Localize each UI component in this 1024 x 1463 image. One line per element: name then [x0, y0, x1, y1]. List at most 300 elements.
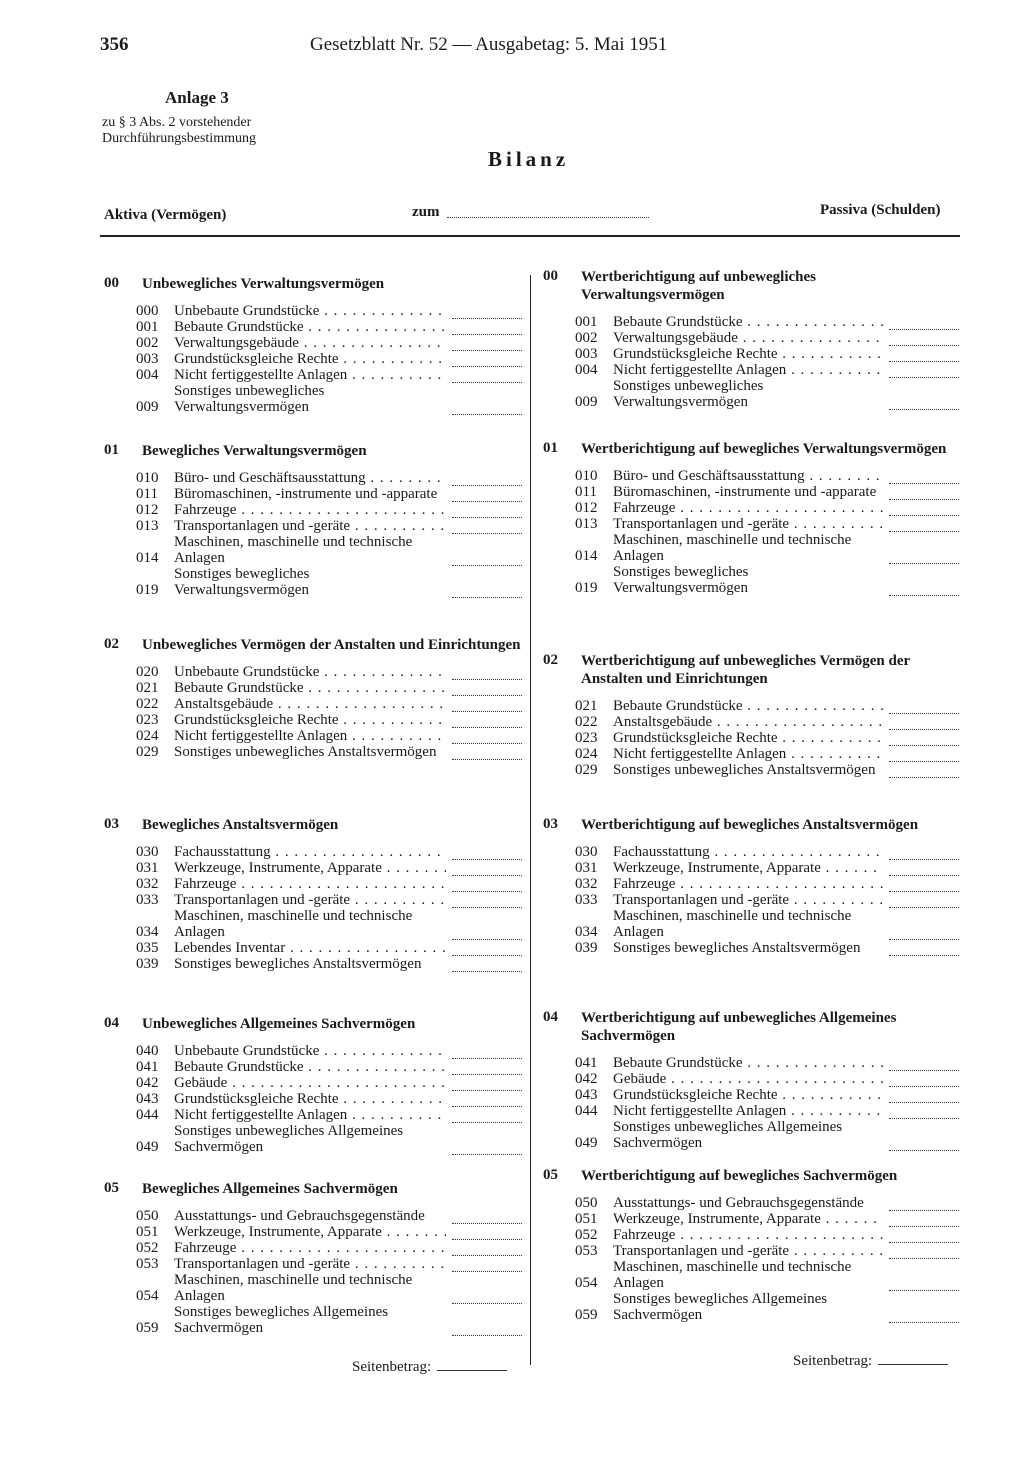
account-row	[575, 1291, 959, 1323]
account-row	[136, 518, 522, 534]
amount-blank	[452, 1112, 522, 1123]
section-code: 00	[104, 275, 119, 291]
account-row	[136, 1043, 522, 1059]
account-code: 050	[575, 1195, 598, 1211]
amount-blank	[889, 767, 959, 778]
account-label: Sonstiges unbewegliches Verwaltungsvermögen	[174, 383, 325, 415]
section-title: Bewegliches Allgemeines Sachvermögen	[142, 1181, 398, 1197]
amount-blank	[452, 340, 522, 351]
account-code: 032	[575, 876, 598, 892]
account-code: 029	[136, 744, 159, 760]
account-code: 034	[575, 924, 598, 940]
account-label: Nicht fertiggestellte Anlagen . . .	[613, 1103, 883, 1119]
account-label: Ausstattungs- und Gebrauchsgegenstände	[613, 1195, 864, 1211]
header-rule	[100, 235, 960, 237]
amount-blank	[452, 1064, 522, 1075]
amount-blank	[452, 733, 522, 744]
account-code: 049	[136, 1139, 159, 1155]
section-title: Bewegliches Verwaltungsvermögen	[142, 443, 367, 459]
account-label: Sonstiges bewegliches Allgemeines Sachvermögen	[613, 1291, 828, 1323]
account-row	[136, 664, 522, 680]
account-code: 051	[136, 1224, 159, 1240]
account-label: Grundstücksgleiche Rechte . . .	[174, 712, 446, 728]
amount-blank	[452, 1213, 522, 1224]
account-label: Transportanlagen und -geräte . . .	[174, 892, 446, 908]
amount-blank	[452, 1229, 522, 1240]
account-label: Maschinen, maschinelle und technische Anlagen	[613, 1259, 852, 1291]
amount-blank	[452, 324, 522, 335]
account-label: Ausstattungs- und Gebrauchsgegenstände	[174, 1208, 425, 1224]
account-label: Grundstücksgleiche Rechte . . .	[613, 730, 883, 746]
section-heading	[104, 275, 522, 293]
account-label: Sonstiges unbewegliches Anstaltsvermögen	[613, 762, 876, 778]
account-row	[575, 468, 959, 484]
section-title: Wertberichtigung auf unbewegliches Verwaltungsvermögen	[581, 269, 816, 303]
amount-blank	[889, 719, 959, 730]
section-code: 00	[543, 268, 558, 284]
account-code: 052	[136, 1240, 159, 1256]
account-row	[136, 1075, 522, 1091]
account-code: 003	[136, 351, 159, 367]
amount-blank	[889, 945, 959, 956]
running-title: Gesetzblatt Nr. 52 — Ausgabetag: 5. Mai 1951	[310, 34, 668, 55]
account-label: Bebaute Grundstücke . . .	[174, 319, 446, 335]
amount-blank	[452, 1325, 522, 1336]
account-label: Fachausstattung . . .	[174, 844, 446, 860]
seitenbetrag-left-label: Seitenbetrag:	[352, 1359, 432, 1375]
account-row	[575, 484, 959, 500]
amount-blank	[452, 865, 522, 876]
account-code: 042	[575, 1071, 598, 1087]
amount-blank	[889, 319, 959, 330]
account-row	[575, 314, 959, 330]
account-row	[575, 500, 959, 516]
account-code: 020	[136, 664, 159, 680]
account-label: Werkzeuge, Instrumente, Apparate . . .	[613, 1211, 883, 1227]
account-label: Fahrzeuge . . .	[613, 500, 883, 516]
amount-blank	[452, 1293, 522, 1304]
section-heading	[543, 816, 959, 834]
section-code: 04	[543, 1009, 558, 1025]
account-code: 023	[575, 730, 598, 746]
amount-blank	[452, 1048, 522, 1059]
account-code: 033	[136, 892, 159, 908]
account-code: 023	[136, 712, 159, 728]
account-label: Sonstiges bewegliches Anstaltsvermögen	[613, 940, 861, 956]
amount-blank	[452, 881, 522, 892]
account-label: Büro- und Geschäftsausstattung . . .	[613, 468, 883, 484]
section-heading	[543, 268, 959, 304]
amount-blank	[889, 865, 959, 876]
account-label: Sonstiges bewegliches Verwaltungsvermögen	[174, 566, 310, 598]
amount-blank	[452, 849, 522, 860]
account-row	[136, 696, 522, 712]
account-row	[136, 335, 522, 351]
amount-blank	[889, 521, 959, 532]
right-section-01	[543, 440, 959, 596]
account-row	[575, 516, 959, 532]
section-heading	[104, 1180, 522, 1198]
account-row	[575, 1071, 959, 1087]
account-row	[136, 1224, 522, 1240]
account-row	[136, 1304, 522, 1336]
account-row	[575, 1103, 959, 1119]
account-code: 029	[575, 762, 598, 778]
account-code: 051	[575, 1211, 598, 1227]
amount-blank	[889, 473, 959, 484]
account-code: 030	[136, 844, 159, 860]
account-label: Maschinen, maschinelle und technische Anlagen	[174, 1272, 413, 1304]
amount-blank	[452, 1096, 522, 1107]
account-code: 034	[136, 924, 159, 940]
account-label: Grundstücksgleiche Rechte . . .	[613, 346, 883, 362]
account-code: 001	[136, 319, 159, 335]
aktiva-label: Aktiva (Vermögen)	[104, 207, 227, 223]
amount-blank	[452, 1080, 522, 1091]
account-row	[136, 728, 522, 744]
amount-blank	[889, 1280, 959, 1291]
anlage-title: Anlage 3	[165, 88, 229, 107]
amount-blank	[452, 685, 522, 696]
section-heading	[104, 1015, 522, 1033]
account-label: Unbebaute Grundstücke . . .	[174, 1043, 446, 1059]
account-row	[136, 470, 522, 486]
amount-blank	[452, 308, 522, 319]
section-heading	[543, 440, 959, 458]
account-label: Bebaute Grundstücke . . .	[613, 698, 883, 714]
account-code: 004	[136, 367, 159, 383]
account-label: Transportanlagen und -geräte . . .	[174, 1256, 446, 1272]
account-row	[575, 762, 959, 778]
amount-blank	[889, 489, 959, 500]
account-code: 004	[575, 362, 598, 378]
account-code: 022	[136, 696, 159, 712]
account-label: Sonstiges bewegliches Verwaltungsvermögen	[613, 564, 749, 596]
section-title: Wertberichtigung auf bewegliches Anstaltsvermögen	[581, 817, 919, 833]
account-row	[575, 346, 959, 362]
amount-blank	[889, 849, 959, 860]
account-label: Unbebaute Grundstücke . . .	[174, 664, 446, 680]
account-label: Büro- und Geschäftsausstattung . . .	[174, 470, 446, 486]
right-section-00	[543, 268, 959, 410]
section-heading	[104, 816, 522, 834]
account-label: Transportanlagen und -geräte . . .	[613, 516, 883, 532]
zum-label: zum	[412, 204, 440, 220]
seitenbetrag-left-line	[437, 1370, 507, 1371]
account-label: Fahrzeuge . . .	[174, 1240, 446, 1256]
passiva-label: Passiva (Schulden)	[820, 202, 941, 218]
date-blank-line	[447, 217, 649, 218]
account-code: 012	[136, 502, 159, 518]
amount-blank	[452, 945, 522, 956]
account-label: Fahrzeuge . . .	[613, 1227, 883, 1243]
account-code: 003	[575, 346, 598, 362]
account-row	[136, 319, 522, 335]
account-label: Grundstücksgleiche Rechte . . .	[613, 1087, 883, 1103]
left-section-05	[104, 1180, 522, 1336]
account-label: Nicht fertiggestellte Anlagen . . .	[174, 728, 446, 744]
account-row	[136, 1256, 522, 1272]
account-code: 053	[136, 1256, 159, 1272]
account-label: Gebäude . . .	[174, 1075, 446, 1091]
bilanz-title: Bilanz	[488, 147, 570, 171]
account-code: 002	[575, 330, 598, 346]
amount-blank	[889, 1312, 959, 1323]
account-row	[136, 744, 522, 760]
account-code: 039	[136, 956, 159, 972]
right-section-02	[543, 652, 959, 778]
account-label: Bebaute Grundstücke . . .	[174, 680, 446, 696]
account-label: Unbebaute Grundstücke . . .	[174, 303, 446, 319]
account-code: 059	[575, 1307, 598, 1323]
section-heading	[543, 1009, 959, 1045]
left-section-02	[104, 636, 522, 760]
account-code: 019	[136, 582, 159, 598]
amount-blank	[889, 351, 959, 362]
account-code: 041	[575, 1055, 598, 1071]
left-section-01	[104, 442, 522, 598]
section-code: 01	[543, 440, 558, 456]
account-label: Nicht fertiggestellte Anlagen . . .	[174, 1107, 446, 1123]
account-label: Anstaltsgebäude . . .	[174, 696, 446, 712]
amount-blank	[452, 961, 522, 972]
account-code: 012	[575, 500, 598, 516]
account-code: 050	[136, 1208, 159, 1224]
amount-blank	[452, 507, 522, 518]
amount-blank	[889, 1232, 959, 1243]
account-row	[575, 1087, 959, 1103]
amount-blank	[452, 717, 522, 728]
seitenbetrag-right	[793, 1353, 948, 1370]
account-row	[136, 486, 522, 502]
account-row	[136, 383, 522, 415]
account-code: 042	[136, 1075, 159, 1091]
account-label: Bebaute Grundstücke . . .	[613, 314, 883, 330]
section-heading	[104, 442, 522, 460]
account-code: 021	[136, 680, 159, 696]
account-row	[575, 860, 959, 876]
amount-blank	[452, 356, 522, 367]
seitenbetrag-left	[352, 1359, 507, 1376]
account-row	[575, 362, 959, 378]
account-label: Grundstücksgleiche Rechte . . .	[174, 1091, 446, 1107]
section-title: Wertberichtigung auf bewegliches Sachvermögen	[581, 1168, 898, 1184]
section-code: 04	[104, 1015, 119, 1031]
amount-blank	[452, 669, 522, 680]
account-row	[136, 892, 522, 908]
account-row	[575, 844, 959, 860]
amount-blank	[889, 897, 959, 908]
account-code: 033	[575, 892, 598, 908]
account-row	[575, 892, 959, 908]
account-label: Nicht fertiggestellte Anlagen . . .	[613, 362, 883, 378]
account-row	[575, 698, 959, 714]
account-row	[575, 1259, 959, 1291]
section-title: Wertberichtigung auf unbewegliches Allgemeines Sachvermögen	[581, 1010, 897, 1044]
left-section-04	[104, 1015, 522, 1155]
account-row	[575, 532, 959, 564]
account-row	[136, 502, 522, 518]
amount-blank	[452, 929, 522, 940]
account-code: 044	[136, 1107, 159, 1123]
account-code: 021	[575, 698, 598, 714]
account-row	[136, 1059, 522, 1075]
amount-blank	[889, 1092, 959, 1103]
account-label: Sonstiges unbewegliches Verwaltungsvermögen	[613, 378, 764, 410]
account-code: 031	[575, 860, 598, 876]
amount-blank	[889, 505, 959, 516]
account-row	[136, 534, 522, 566]
section-title: Unbewegliches Verwaltungsvermögen	[142, 276, 385, 292]
account-row	[575, 1195, 959, 1211]
right-section-03	[543, 816, 959, 956]
account-label: Werkzeuge, Instrumente, Apparate . . .	[174, 860, 446, 876]
account-code: 040	[136, 1043, 159, 1059]
account-code: 010	[575, 468, 598, 484]
amount-blank	[452, 555, 522, 566]
account-row	[136, 860, 522, 876]
account-code: 011	[575, 484, 597, 500]
amount-blank	[452, 491, 522, 502]
account-label: Bebaute Grundstücke . . .	[613, 1055, 883, 1071]
section-code: 03	[104, 816, 119, 832]
account-code: 052	[575, 1227, 598, 1243]
account-label: Grundstücksgleiche Rechte . . .	[174, 351, 446, 367]
section-code: 02	[543, 652, 558, 668]
account-row	[136, 566, 522, 598]
amount-blank	[889, 881, 959, 892]
account-label: Verwaltungsgebäude . . .	[174, 335, 446, 351]
right-section-05	[543, 1167, 959, 1323]
account-label: Transportanlagen und -geräte . . .	[613, 892, 883, 908]
account-code: 024	[136, 728, 159, 744]
amount-blank	[452, 523, 522, 534]
account-row	[136, 1091, 522, 1107]
account-code: 014	[575, 548, 598, 564]
anlage-reference: zu § 3 Abs. 2 vorstehender Durchführungsbestimmung	[102, 115, 256, 146]
account-code: 014	[136, 550, 159, 566]
account-row	[136, 1107, 522, 1123]
account-code: 043	[575, 1087, 598, 1103]
account-row	[575, 330, 959, 346]
account-code: 001	[575, 314, 598, 330]
seitenbetrag-right-line	[878, 1364, 948, 1365]
account-label: Nicht fertiggestellte Anlagen . . .	[613, 746, 883, 762]
account-label: Maschinen, maschinelle und technische Anlagen	[174, 908, 413, 940]
account-label: Transportanlagen und -geräte . . .	[174, 518, 446, 534]
amount-blank	[889, 1248, 959, 1259]
account-row	[575, 1243, 959, 1259]
account-code: 011	[136, 486, 158, 502]
section-code: 02	[104, 636, 119, 652]
account-row	[136, 303, 522, 319]
account-row	[136, 940, 522, 956]
account-code: 054	[136, 1288, 159, 1304]
account-code: 031	[136, 860, 159, 876]
section-code: 03	[543, 816, 558, 832]
account-code: 024	[575, 746, 598, 762]
amount-blank	[889, 553, 959, 564]
account-row	[575, 1119, 959, 1151]
amount-blank	[452, 587, 522, 598]
account-label: Sonstiges unbewegliches Allgemeines Sachvermögen	[174, 1123, 404, 1155]
account-label: Fahrzeuge . . .	[174, 876, 446, 892]
account-row	[575, 1211, 959, 1227]
section-title: Unbewegliches Allgemeines Sachvermögen	[142, 1016, 416, 1032]
account-code: 030	[575, 844, 598, 860]
left-section-00	[104, 275, 522, 415]
column-divider	[530, 275, 531, 1365]
section-heading	[543, 652, 959, 688]
account-label: Verwaltungsgebäude . . .	[613, 330, 883, 346]
account-code: 013	[136, 518, 159, 534]
account-code: 032	[136, 876, 159, 892]
section-title: Wertberichtigung auf unbewegliches Vermögen der Anstalten und Einrichtungen	[581, 653, 910, 687]
section-heading	[104, 636, 522, 654]
account-label: Fachausstattung . . .	[613, 844, 883, 860]
account-label: Anstaltsgebäude . . .	[613, 714, 883, 730]
account-label: Maschinen, maschinelle und technische Anlagen	[174, 534, 413, 566]
account-row	[575, 564, 959, 596]
amount-blank	[889, 1216, 959, 1227]
account-code: 053	[575, 1243, 598, 1259]
account-row	[136, 351, 522, 367]
account-row	[575, 714, 959, 730]
account-code: 041	[136, 1059, 159, 1075]
amount-blank	[889, 585, 959, 596]
page-number: 356	[100, 34, 129, 55]
account-code: 022	[575, 714, 598, 730]
amount-blank	[889, 735, 959, 746]
account-row	[575, 876, 959, 892]
account-code: 010	[136, 470, 159, 486]
amount-blank	[452, 372, 522, 383]
account-label: Maschinen, maschinelle und technische Anlagen	[613, 908, 852, 940]
account-label: Werkzeuge, Instrumente, Apparate . . .	[174, 1224, 446, 1240]
account-code: 049	[575, 1135, 598, 1151]
amount-blank	[452, 701, 522, 712]
amount-blank	[889, 367, 959, 378]
section-title: Wertberichtigung auf bewegliches Verwaltungsvermögen	[581, 441, 947, 457]
account-code: 002	[136, 335, 159, 351]
account-row	[136, 1208, 522, 1224]
section-code: 05	[543, 1167, 558, 1183]
account-label: Fahrzeuge . . .	[613, 876, 883, 892]
amount-blank	[889, 399, 959, 410]
account-label: Fahrzeuge . . .	[174, 502, 446, 518]
section-title: Bewegliches Anstaltsvermögen	[142, 817, 339, 833]
account-code: 009	[575, 394, 598, 410]
account-label: Sonstiges unbewegliches Anstaltsvermögen	[174, 744, 437, 760]
account-row	[575, 730, 959, 746]
amount-blank	[452, 897, 522, 908]
amount-blank	[452, 1261, 522, 1272]
account-code: 000	[136, 303, 159, 319]
account-code: 039	[575, 940, 598, 956]
account-row	[136, 956, 522, 972]
account-row	[136, 367, 522, 383]
account-code: 019	[575, 580, 598, 596]
account-row	[575, 378, 959, 410]
section-code: 05	[104, 1180, 119, 1196]
account-label: Büromaschinen, -instrumente und -apparate	[174, 486, 438, 502]
account-code: 013	[575, 516, 598, 532]
account-row	[136, 844, 522, 860]
account-code: 054	[575, 1275, 598, 1291]
account-label: Gebäude . . .	[613, 1071, 883, 1087]
account-label: Sonstiges bewegliches Allgemeines Sachvermögen	[174, 1304, 389, 1336]
account-row	[136, 712, 522, 728]
